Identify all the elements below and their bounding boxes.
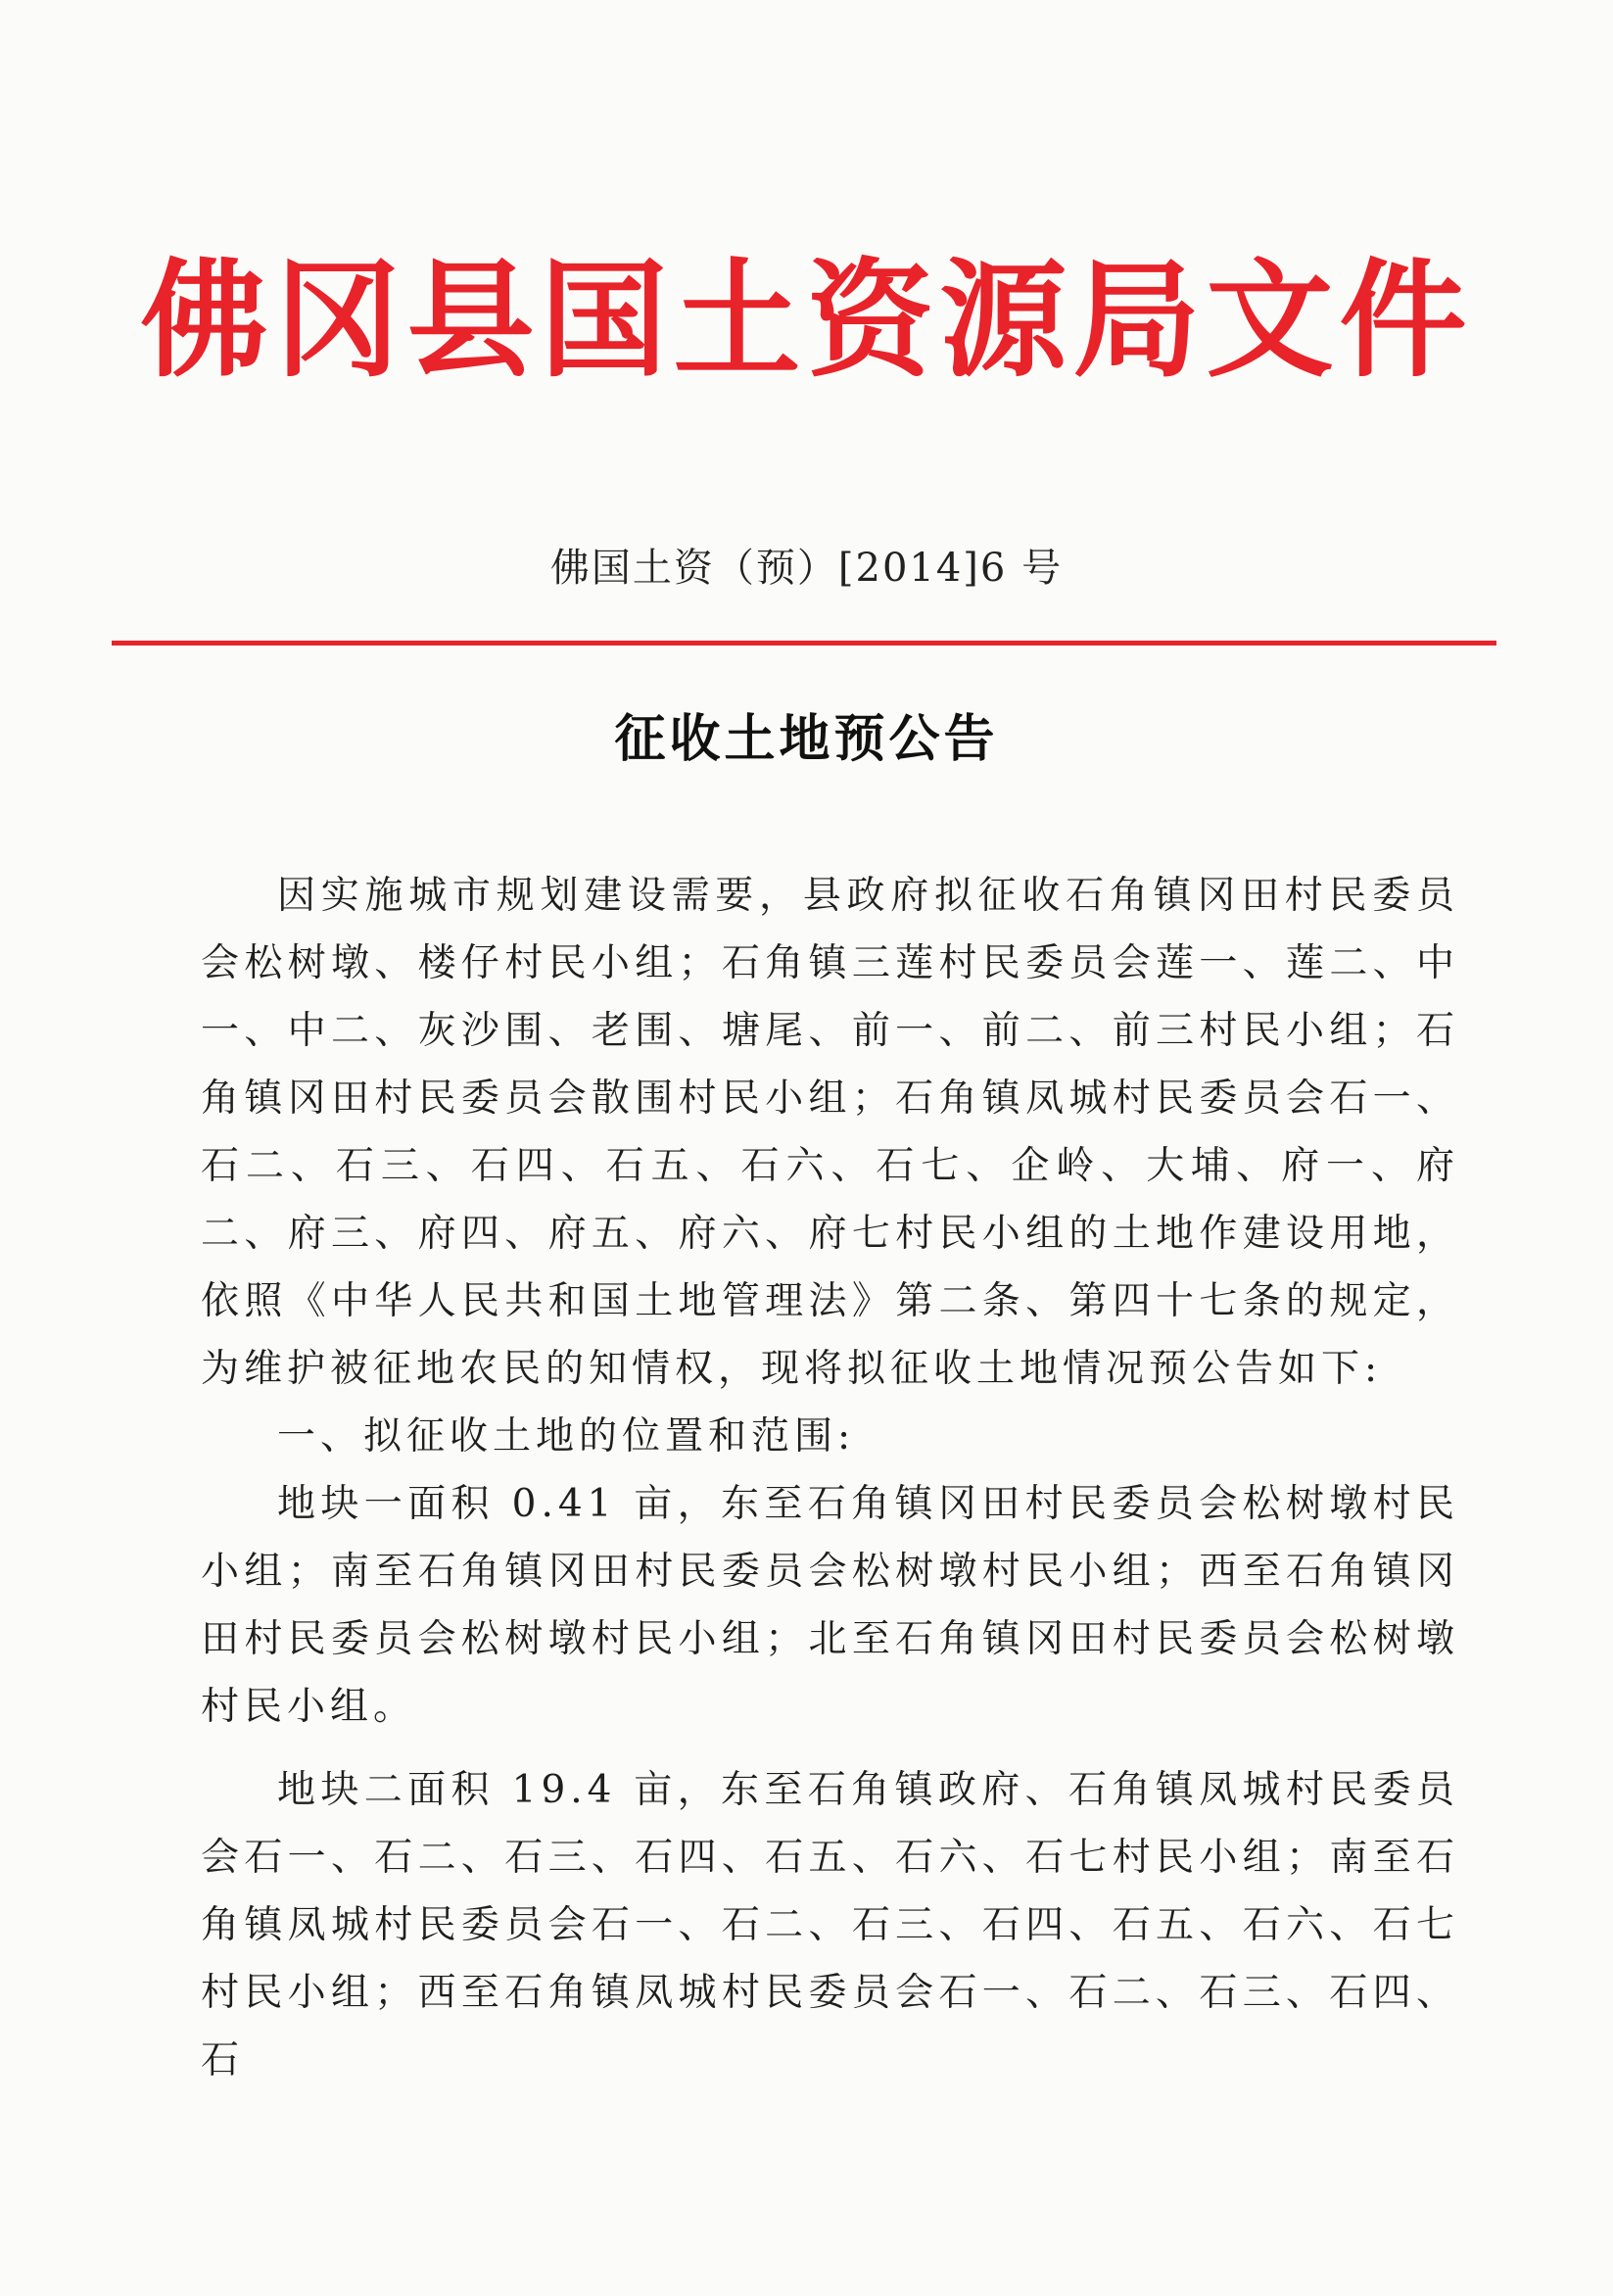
plot-2-paragraph: 地块二面积 19.4 亩，东至石角镇政府、石角镇凤城村民委员会石一、石二、石三、石四、石五、石六、石七村民小组；南至石角镇凤城村民委员会石一、石二、石三、石四、石五、石六、石七村民小组；西至石角镇凤城村民委员会石一、石二、石三、石四、石 [201, 1768, 1459, 2082]
document-number: 佛国土资（预）[2014]6 号 [549, 546, 1064, 591]
intro-paragraph: 因实施城市规划建设需要，县政府拟征收石角镇冈田村民委员会松树墩、楼仔村民小组；石角镇三莲村民委员会莲一、莲二、中一、中二、灰沙围、老围、塘尾、前一、前二、前三村民小组；石角镇冈田村民委员会散围村民小组；石角镇凤城村民委员会石一、石二、石三、石四、石五、石六、石七、企岭、大埔、府一、府二、府三、府四、府五、府六、府七村民小组的土地作建设用地，依照《中华人民共和国土地管理法》第二条、第四十七条的规定，为维护被征地农民的知情权，现将拟征收土地情况预公告如下: [201, 874, 1459, 1391]
notice-body [201, 862, 1459, 2094]
issuing-authority-header: 佛冈县国土资源局文件 [140, 245, 1473, 395]
section-heading-location: 一、拟征收土地的位置和范围: [277, 1414, 856, 1459]
notice-title: 征收土地预公告 [614, 710, 999, 769]
plot-1-paragraph: 地块一面积 0.41 亩，东至石角镇冈田村民委员会松树墩村民小组；南至石角镇冈田村民委员会松树墩村民小组；西至石角镇冈田村民委员会松树墩村民小组；北至石角镇冈田村民委员会松树墩村民小组。 [201, 1482, 1459, 1729]
red-separator-line [112, 641, 1496, 646]
